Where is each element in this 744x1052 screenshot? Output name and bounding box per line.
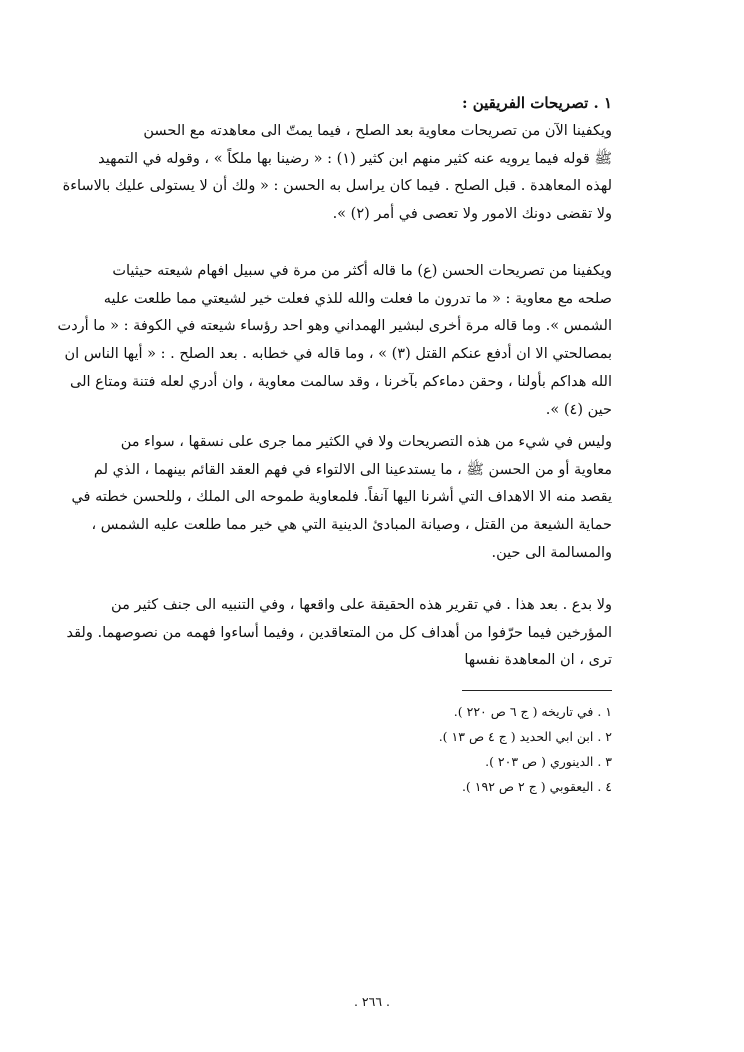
text-line: بمصالحتي الا ان أدفع عنكم القتل (٣) » ، وما قاله في خطابه . بعد الصلح . : « أيها الناس ان <box>64 346 612 362</box>
text-line: وليس في شيء من هذه التصريحات ولا في الكثير مما جرى على نسقها ، سواء من <box>120 434 612 450</box>
text-line: المؤرخين فيما حرّفوا من أهداف كل من المتعاقدين ، وفيما أساءوا فهمه من نصوصهما. ولقد <box>66 625 612 641</box>
text-line: ولا تقضى دونك الامور ولا تعصى في أمر (٢) ». <box>332 206 612 222</box>
text-line: ويكفينا الآن من تصريحات معاوية بعد الصلح ، فيما يمتّ الى معاهدته مع الحسن <box>143 123 612 139</box>
footnote: ٤ . اليعقوبي ( ج ٢ ص ١٩٢ ). <box>461 779 612 794</box>
footnote: ٣ . الدينوري ( ص ٢٠٣ ). <box>485 754 612 769</box>
text-line: والمسالمة الى حين. <box>491 545 612 561</box>
footnote-divider <box>462 690 612 691</box>
section-heading: ١ . تصريحات الفريقين : <box>461 94 612 112</box>
footnote: ١ . في تاريخه ( ج ٦ ص ٢٢٠ ). <box>453 704 612 719</box>
text-line: ﷺ قوله فيما يرويه عنه كثير منهم ابن كثير (١) : « رضينا بها ملكاً » ، وقوله في التمهيد <box>98 151 612 167</box>
footnote: ٢ . ابن ابي الحديد ( ج ٤ ص ١٣ ). <box>438 729 612 744</box>
text-line: ولا بدع . بعد هذا . في تقرير هذه الحقيقة على واقعها ، وفي التنبيه الى جنف كثير من <box>111 597 612 613</box>
text-line: حماية الشيعة من القتل ، وصيانة المبادئ الدينية التي هي خير مما طلعت عليه الشمس ، <box>91 517 612 533</box>
text-line: لهذه المعاهدة . قبل الصلح . فيما كان يراسل به الحسن : « ولك أن لا يستولى عليك بالاساءة <box>62 178 612 194</box>
text-line: يقصد منه الا الاهداف التي أشرنا اليها آنفاً. فلمعاوية طموحه الى الملك ، وللحسن خطته في <box>71 489 612 505</box>
text-line: صلحه مع معاوية : « ما تدرون ما فعلت والله للذي فعلت خير لشيعتي مما طلعت عليه <box>103 291 612 307</box>
text-line: حين (٤) ». <box>545 402 612 418</box>
text-line: ويكفينا من تصريحات الحسن (ع) ما قاله أكثر من مرة في سبيل افهام شيعته حيثيات <box>112 263 612 279</box>
text-line: الله هداكم بأولنا ، وحقن دماءكم بآخرنا ، وقد سالمت معاوية ، وان أدري لعله فتنة ومتاع الى <box>70 374 612 390</box>
text-line: معاوية أو من الحسن ﷺ ، ما يستدعينا الى الالتواء في فهم العقد القائم بينهما ، الذي لم <box>93 462 612 478</box>
text-line: ترى ، ان المعاهدة نفسها <box>464 652 612 668</box>
page-number: . ٢٦٦ . <box>353 994 391 1009</box>
text-line: الشمس ». وما قاله مرة أخرى لبشير الهمداني وهو احد رؤساء شيعته في الكوفة : « ما أردت <box>57 318 612 334</box>
